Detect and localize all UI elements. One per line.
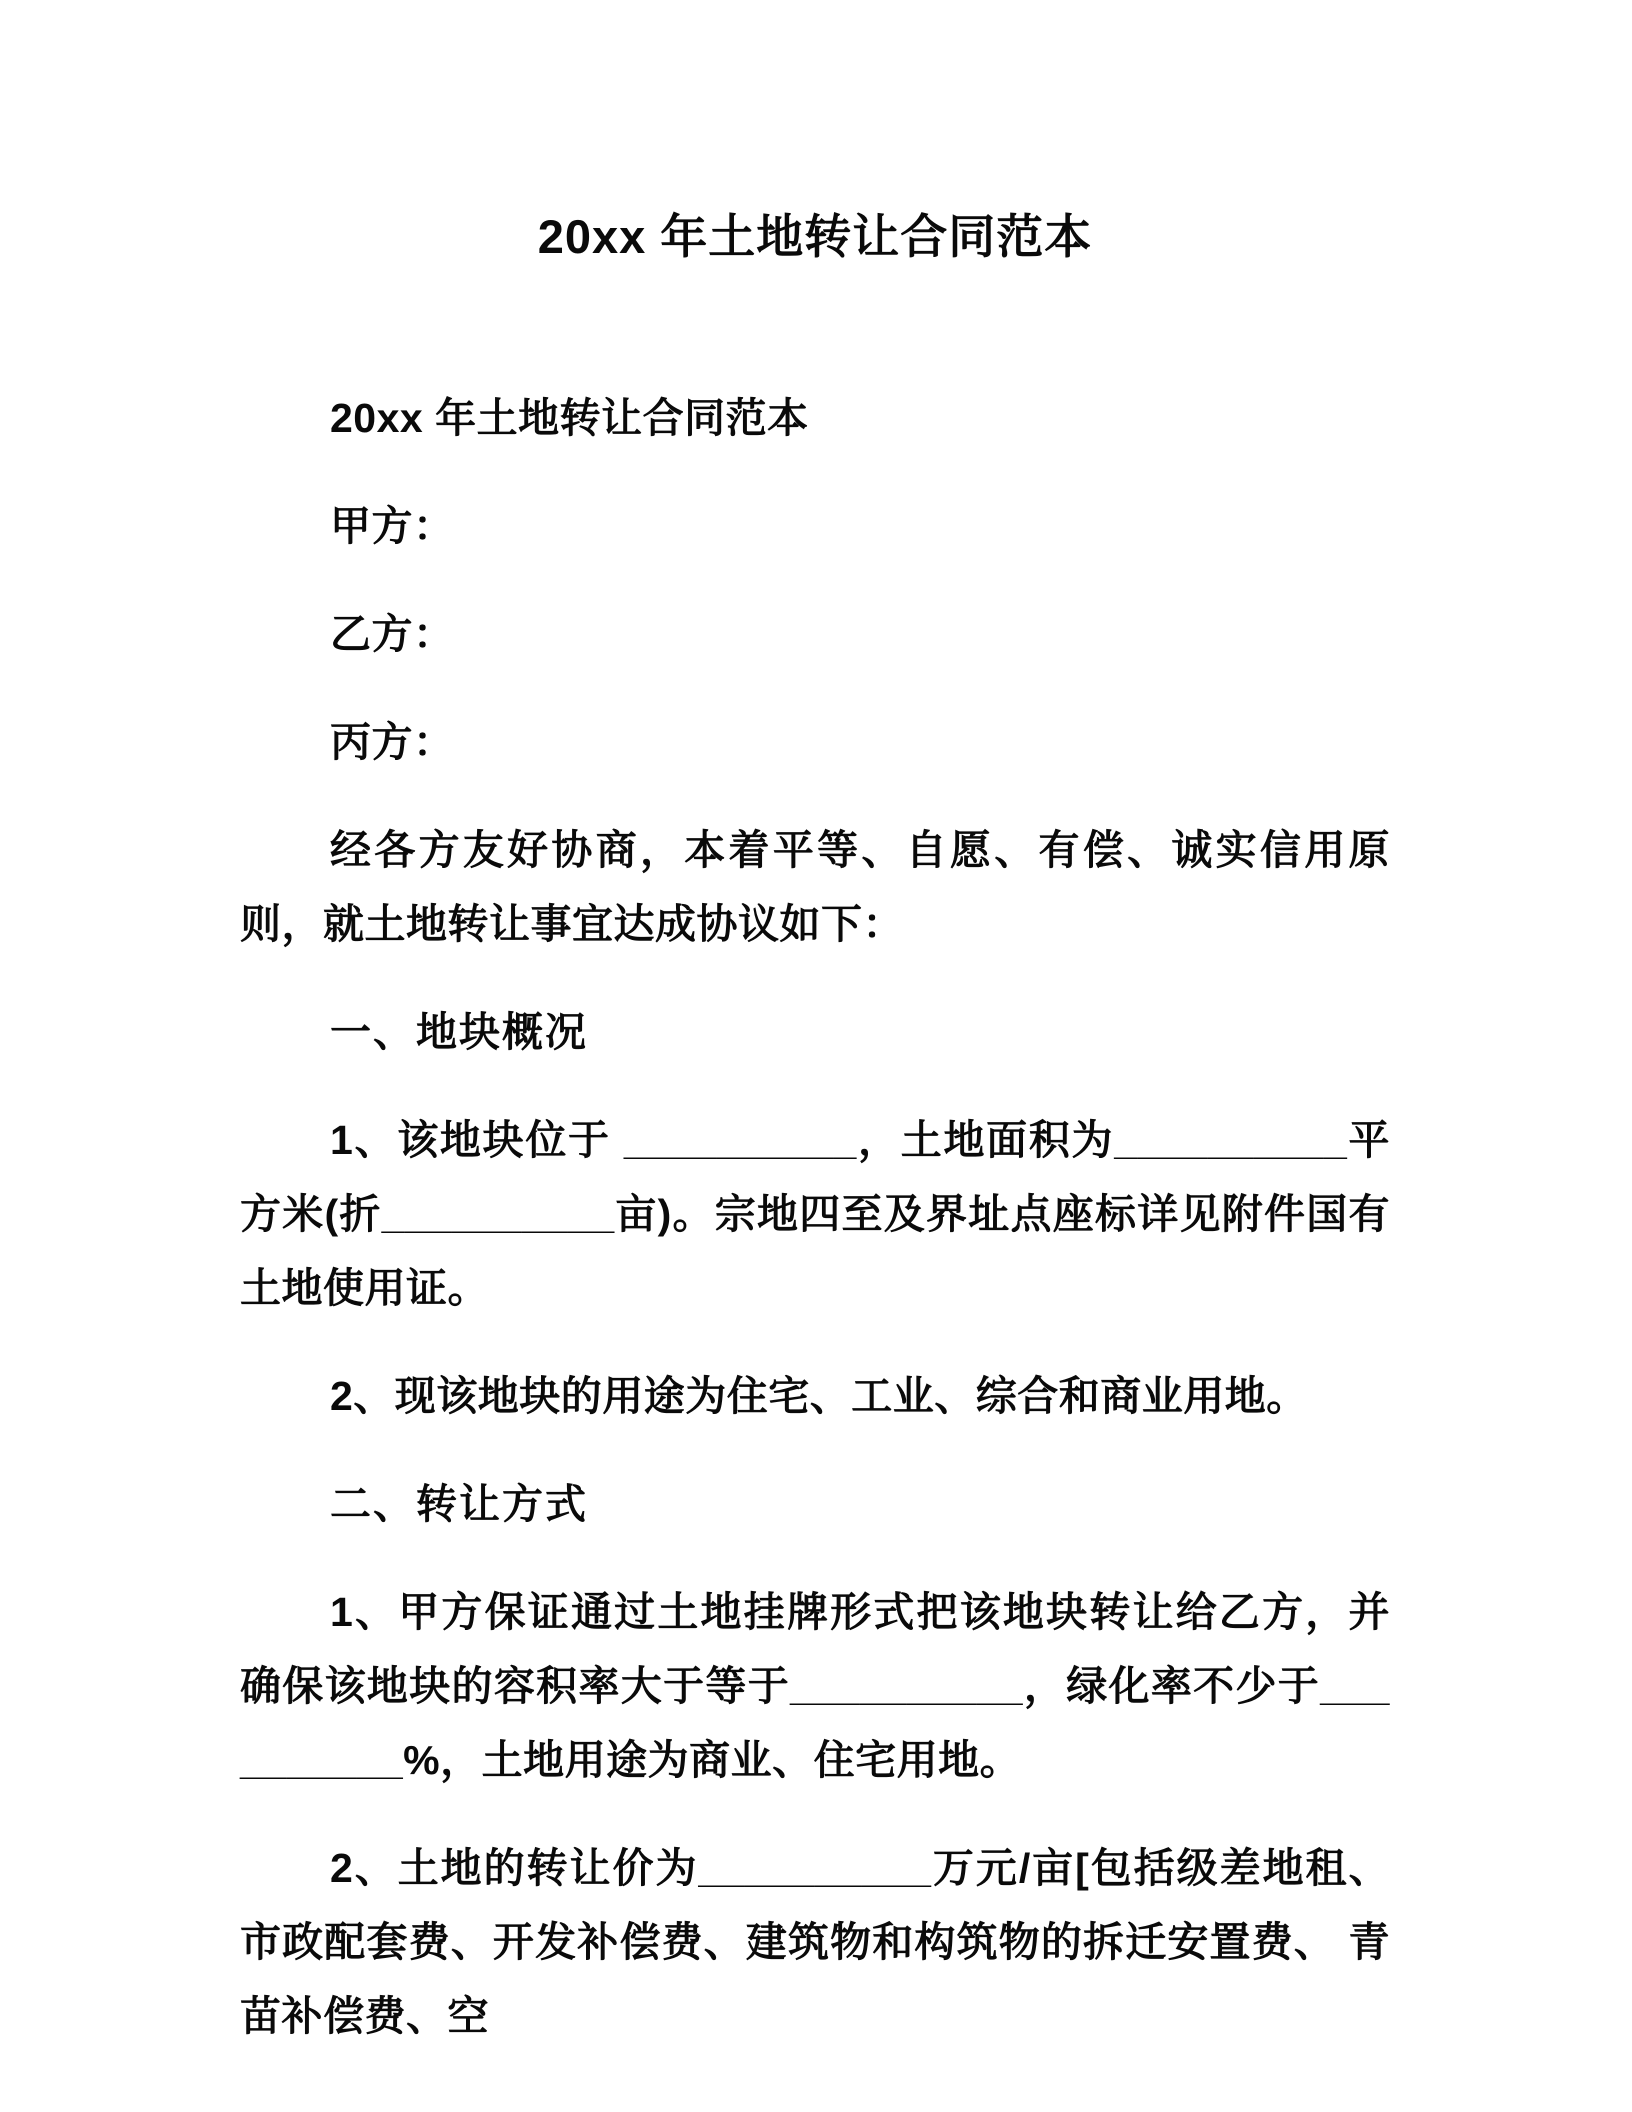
paragraph-transfer-price: 2、土地的转让价为__________万元/亩[包括级差地租、市政配套费、开发补偿费、建筑物和构筑物的拆迁安置费、 青苗补偿费、空: [240, 1845, 1390, 2039]
paragraph-transfer-guarantee: 1、甲方保证通过土地挂牌形式把该地块转让给乙方，并确保该地块的容积率大于等于__________，绿化率不少于__________%，土地用途为商业、住宅用地。: [240, 1589, 1390, 1783]
paragraph-party-a: 甲方：: [330, 503, 455, 549]
paragraph-preamble: 经各方友好协商，本着平等、自愿、有偿、诚实信用原则，就土地转让事宜达成协议如下：: [240, 827, 1390, 947]
paragraph-subtitle: 20xx 年土地转让合同范本: [330, 395, 809, 441]
document-title: 20xx 年土地转让合同范本: [537, 210, 1093, 263]
section-heading-transfer-method: 二、转让方式: [330, 1481, 588, 1527]
section-heading-plot-overview: 一、地块概况: [330, 1009, 588, 1055]
paragraph-plot-location: 1、该地块位于 __________，土地面积为__________平方米(折__________亩)。宗地四至及界址点座标详见附件国有 土地使用证。: [240, 1117, 1390, 1311]
paragraph-party-c: 丙方：: [330, 719, 455, 765]
paragraph-party-b: 乙方：: [330, 611, 455, 657]
paragraph-plot-usage: 2、现该地块的用途为住宅、工业、综合和商业用地。: [330, 1373, 1308, 1419]
